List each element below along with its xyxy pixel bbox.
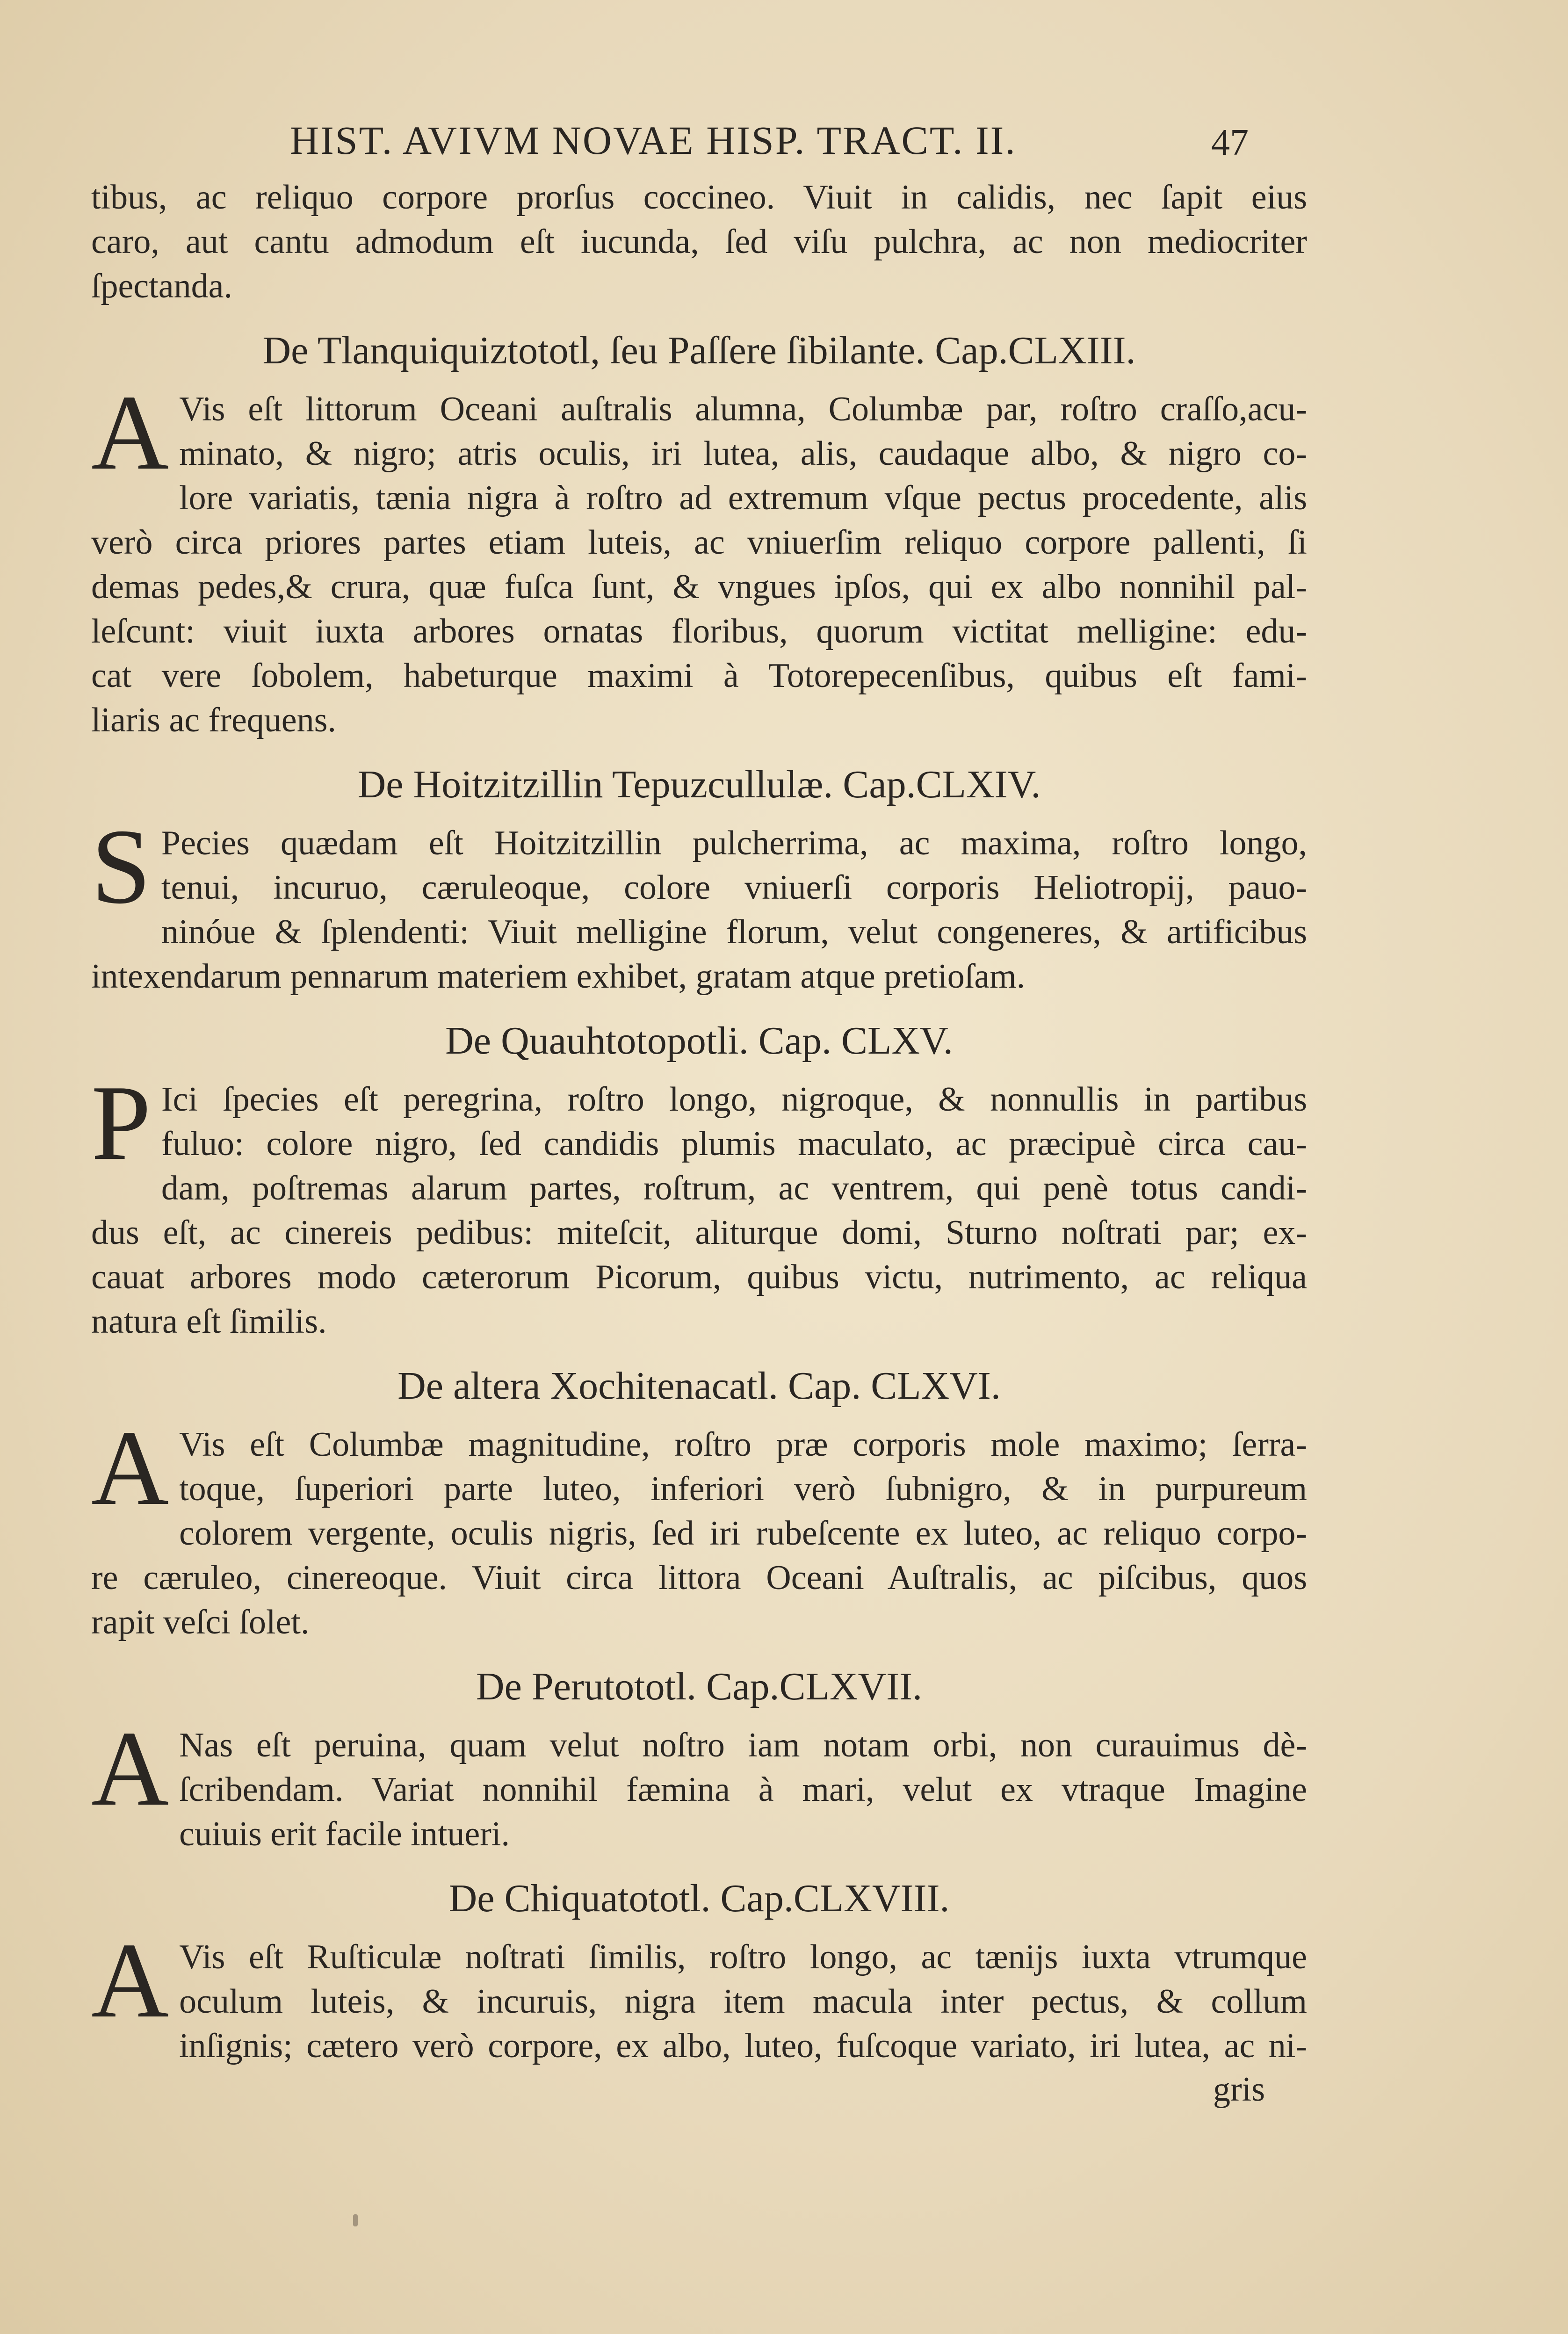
text-line: Pecies quædam eſt Hoitzitzillin pulcherrima, ac maxima, roſtro longo, bbox=[161, 824, 1307, 862]
chapter-heading: De Chiquatototl. Cap.CLXVIII. bbox=[448, 1877, 950, 1920]
chapter-section bbox=[91, 807, 1307, 999]
text-line: re cæruleo, cinereoque. Viuit circa littora Oceani Auſtralis, ac piſcibus, quos bbox=[91, 1559, 1307, 1597]
catchword: gris bbox=[1213, 2070, 1265, 2109]
drop-cap: A bbox=[91, 373, 169, 492]
text-line: oculum luteis, & incuruis, nigra item macula inter pectus, & collum bbox=[179, 1982, 1307, 2021]
text-line: natura eſt ſimilis. bbox=[91, 1302, 327, 1341]
chapter-section bbox=[91, 1921, 1307, 2068]
text-line: Vis eſt Ruſticulæ noſtrati ſimilis, roſtro longo, ac tænijs iuxta vtrumque bbox=[179, 1938, 1307, 1976]
drop-cap: A bbox=[91, 1921, 169, 2040]
drop-cap: P bbox=[91, 1063, 151, 1182]
text-line: Vis eſt littorum Oceani auſtralis alumna, Columbæ par, roſtro craſſo,acu- bbox=[179, 390, 1307, 428]
text-line: ſcribendam. Variat nonnihil fæmina à mari, velut ex vtraque Imagine bbox=[179, 1770, 1307, 1809]
text-line: cauat arbores modo cæterorum Picorum, quibus victu, nutrimento, ac reliqua bbox=[91, 1258, 1307, 1296]
text-line: liaris ac frequens. bbox=[91, 701, 336, 739]
drop-cap: S bbox=[91, 807, 151, 926]
chapter-section bbox=[91, 373, 1307, 743]
chapter-heading: De Perutototl. Cap.CLXVII. bbox=[476, 1665, 923, 1708]
text-line: inſignis; cætero verò corpore, ex albo, luteo, fuſcoque variato, iri lutea, ac ni- bbox=[179, 2027, 1307, 2065]
chapter-section bbox=[91, 1709, 1307, 1857]
ink-mark bbox=[353, 2214, 358, 2226]
text-line: minato, & nigro; atris oculis, iri lutea, alis, caudaque albo, & nigro co- bbox=[179, 434, 1307, 473]
chapter-section bbox=[91, 1408, 1307, 1645]
text-line: intexendarum pennarum materiem exhibet, gratam atque pretioſam. bbox=[91, 957, 1026, 996]
drop-cap: A bbox=[91, 1408, 169, 1527]
text-line: dam, poſtremas alarum partes, roſtrum, ac ventrem, qui penè totus candi- bbox=[161, 1169, 1307, 1207]
chapter-heading: De altera Xochitenacatl. Cap. CLXVI. bbox=[397, 1364, 1001, 1408]
text-line: tenui, incuruo, cæruleoque, colore vniuerſi corporis Heliotropij, pauo- bbox=[161, 868, 1307, 907]
text-line: Vis eſt Columbæ magnitudine, roſtro præ corporis mole maximo; ſerra- bbox=[179, 1425, 1307, 1464]
text-line: dus eſt, ac cinereis pedibus: miteſcit, aliturque domi, Sturno noſtrati par; ex- bbox=[91, 1214, 1307, 1252]
running-title: HIST. AVIVM NOVAE HISP. TRACT. II. bbox=[290, 118, 1017, 163]
text-line: colorem vergente, oculis nigris, ſed iri rubeſcente ex luteo, ac reliquo corpo- bbox=[179, 1514, 1307, 1553]
text-line: leſcunt: viuit iuxta arbores ornatas floribus, quorum victitat melligine: edu- bbox=[91, 612, 1307, 650]
text-line: tibus, ac reliquo corpore prorſus coccineo. Viuit in calidis, nec ſapit eius bbox=[91, 178, 1307, 217]
text-line: fuluo: colore nigro, ſed candidis plumis maculato, ac præcipuè circa cau- bbox=[161, 1125, 1307, 1163]
text-line: ſpectanda. bbox=[91, 267, 232, 305]
page-number: 47 bbox=[1211, 122, 1249, 163]
chapter-heading: De Hoitzitzillin Tepuzcullulæ. Cap.CLXIV. bbox=[357, 763, 1041, 806]
text-line: ninóue & ſplendenti: Viuit melligine florum, velut congeneres, & artificibus bbox=[161, 913, 1307, 951]
drop-cap: A bbox=[91, 1709, 169, 1828]
text-line: toque, ſuperiori parte luteo, inferiori verò ſubnigro, & in purpureum bbox=[179, 1470, 1307, 1508]
text-line: cuiuis erit facile intueri. bbox=[179, 1815, 510, 1853]
text-line: lore variatis, tænia nigra à roſtro ad extremum vſque pectus procedente, alis bbox=[179, 479, 1307, 517]
text-line: Ici ſpecies eſt peregrina, roſtro longo, nigroque, & nonnullis in partibus bbox=[161, 1080, 1307, 1119]
text-line: verò circa priores partes etiam luteis, ac vniuerſim reliquo corpore pallenti, ſi bbox=[91, 523, 1307, 562]
chapter-heading: De Tlanquiquiztototl, ſeu Paſſere ſibilante. Cap.CLXIII. bbox=[262, 329, 1136, 372]
text-line: caro, aut cantu admodum eſt iucunda, ſed viſu pulchra, ac non mediocriter bbox=[91, 223, 1307, 261]
text-line: rapit veſci ſolet. bbox=[91, 1603, 310, 1641]
text-line: Nas eſt peruina, quam velut noſtro iam notam orbi, non curauimus dè- bbox=[179, 1726, 1307, 1764]
text-line: cat vere ſobolem, habeturque maximi à Totorepecenſibus, quibus eſt fami- bbox=[91, 657, 1307, 695]
text-line: demas pedes,& crura, quæ fuſca ſunt, & vngues ipſos, qui ex albo nonnihil pal- bbox=[91, 568, 1307, 606]
body-text bbox=[91, 175, 1307, 2110]
intro-paragraph bbox=[91, 175, 1307, 309]
chapter-section bbox=[91, 1063, 1307, 1344]
running-head bbox=[0, 117, 1568, 168]
chapter-heading: De Quauhtotopotli. Cap. CLXV. bbox=[445, 1019, 953, 1062]
